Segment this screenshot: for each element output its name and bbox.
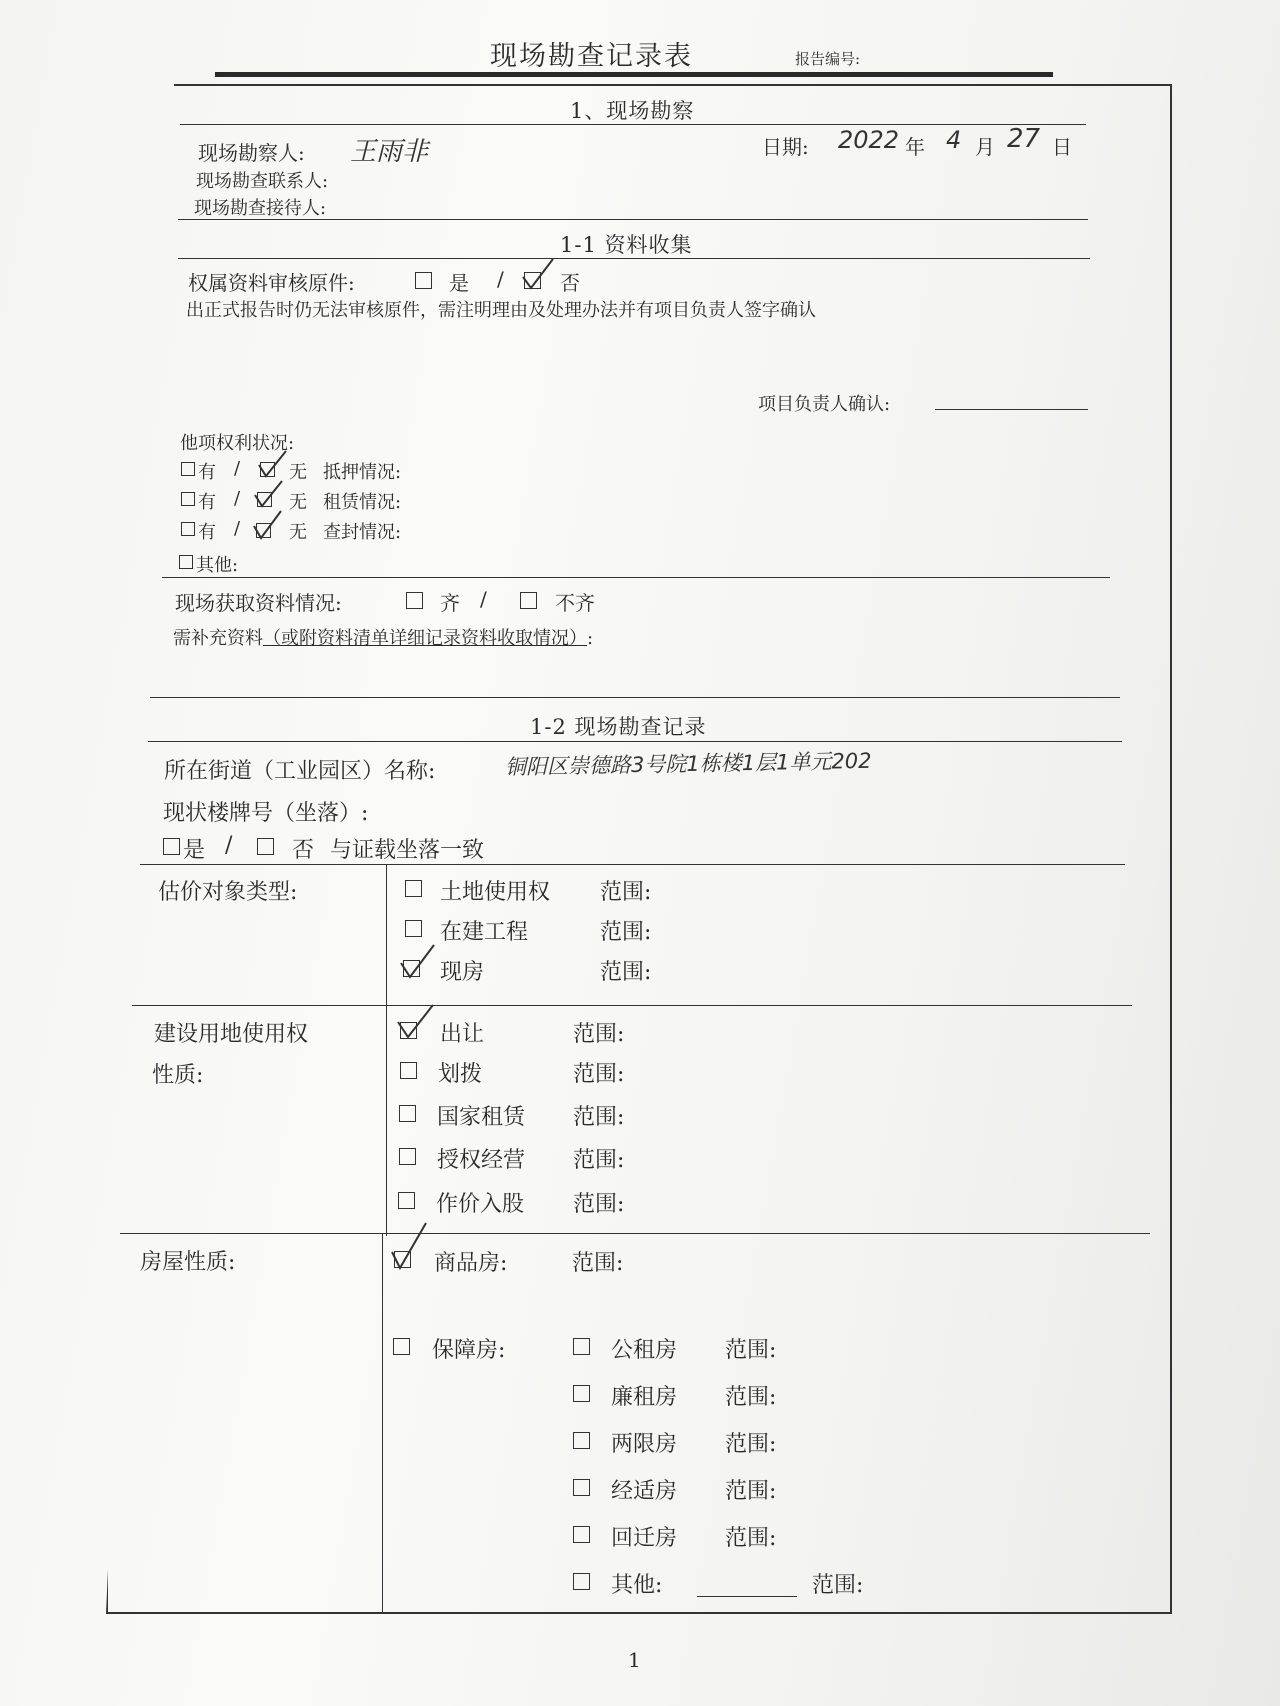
- complete-label: 齐: [440, 591, 460, 615]
- seizure-label: 查封情况:: [323, 522, 402, 543]
- page-number: 1: [628, 1648, 641, 1672]
- section-1-2-title: 1-2 现场勘查记录: [530, 715, 707, 739]
- incomplete-label: 不齐: [555, 591, 595, 615]
- other-rights-other-label: 其他:: [196, 555, 239, 576]
- object-type-label: 估价对象类型:: [158, 880, 298, 905]
- slash-divider: /: [234, 488, 241, 509]
- economic-housing-label: 经适房: [611, 1479, 678, 1504]
- under-construction-label: 在建工程: [440, 920, 529, 945]
- receptionist-label: 现场勘查接待人:: [194, 198, 327, 219]
- original-no-label: 否: [560, 271, 580, 295]
- document-title: 现场勘查记录表: [490, 41, 693, 72]
- slash-divider: /: [497, 267, 504, 291]
- date-month-unit: 月: [975, 135, 995, 159]
- check-mark-icon: [388, 1220, 430, 1272]
- section-1-1-title: 1-1 资料收集: [560, 233, 693, 257]
- original-yes-checkbox[interactable]: [415, 272, 432, 289]
- slash-divider: /: [480, 587, 487, 611]
- project-lead-signature-field[interactable]: [935, 389, 1088, 410]
- land-use-right-checkbox[interactable]: [405, 880, 422, 897]
- affordable-housing-checkbox[interactable]: [393, 1338, 410, 1355]
- consistent-no-label: 否: [292, 838, 315, 863]
- range-label: 范围:: [725, 1526, 777, 1551]
- check-mark-icon: [251, 508, 285, 544]
- range-label: 范围:: [725, 1432, 777, 1457]
- original-docs-note: 出正式报告时仍无法审核原件，需注明理由及处理办法并有项目负责人签字确认: [186, 300, 816, 321]
- check-mark-icon: [519, 255, 559, 295]
- slash-divider: /: [234, 458, 241, 479]
- consistent-no-checkbox[interactable]: [257, 838, 274, 855]
- date-year-unit: 年: [905, 135, 925, 159]
- consistent-yes-checkbox[interactable]: [163, 838, 180, 855]
- check-mark-icon: [252, 478, 286, 512]
- other-rights-checkbox[interactable]: [179, 555, 193, 569]
- mortgage-has-checkbox[interactable]: [181, 462, 195, 476]
- rule-object-type: [140, 864, 1125, 865]
- supplement-docs-label: [173, 624, 593, 650]
- date-year-value[interactable]: 2022: [838, 126, 900, 154]
- surveyor-signature[interactable]: 王雨非: [350, 137, 429, 167]
- original-docs-label: 权属资料审核原件:: [188, 271, 355, 295]
- date-day-value[interactable]: 27: [1007, 124, 1041, 154]
- seizure-has-label: 有: [198, 522, 216, 543]
- under-construction-checkbox[interactable]: [405, 920, 422, 937]
- report-number-label: 报告编号:: [795, 50, 861, 68]
- state-lease-label: 国家租赁: [437, 1105, 526, 1130]
- equity-investment-checkbox[interactable]: [398, 1192, 415, 1209]
- other-rights-label: 他项权利状况:: [180, 433, 295, 454]
- range-label: 范围:: [573, 1105, 625, 1130]
- rule-house-type: [120, 1233, 1150, 1234]
- slash-divider: /: [225, 833, 233, 858]
- range-label: 范围:: [600, 960, 652, 985]
- public-rental-label: 公租房: [611, 1338, 678, 1363]
- original-yes-label: 是: [449, 271, 469, 295]
- price-limited-checkbox[interactable]: [573, 1432, 590, 1449]
- column-divider-lower: [382, 1233, 383, 1614]
- house-nature-label: 房屋性质:: [140, 1250, 236, 1275]
- check-mark-icon: [395, 1002, 437, 1042]
- range-label: 范围:: [725, 1385, 777, 1410]
- low-rent-label: 廉租房: [611, 1385, 678, 1410]
- title-rule: [215, 72, 1053, 77]
- supplement-colon: :: [587, 628, 594, 649]
- seizure-none-label: 无: [289, 522, 307, 543]
- range-label: 范围:: [572, 1251, 624, 1276]
- existing-house-label: 现房: [440, 960, 485, 985]
- other-housing-field[interactable]: [697, 1576, 797, 1597]
- low-rent-checkbox[interactable]: [573, 1385, 590, 1402]
- state-lease-checkbox[interactable]: [399, 1105, 416, 1122]
- date-month-value[interactable]: 4: [946, 126, 962, 154]
- check-mark-icon: [398, 942, 438, 982]
- range-label: 范围:: [573, 1148, 625, 1173]
- economic-housing-checkbox[interactable]: [573, 1479, 590, 1496]
- obtained-docs-label: 现场获取资料情况:: [175, 591, 342, 615]
- range-label: 范围:: [600, 920, 652, 945]
- resettlement-checkbox[interactable]: [573, 1526, 590, 1543]
- range-label: 范围:: [812, 1573, 864, 1598]
- range-label: 范围:: [725, 1479, 777, 1504]
- date-day-unit: 日: [1052, 135, 1072, 159]
- transfer-label: 出让: [440, 1022, 485, 1047]
- authorized-operation-label: 授权经营: [437, 1148, 526, 1173]
- range-label: 范围:: [573, 1022, 625, 1047]
- surveyor-label: 现场勘察人:: [198, 141, 305, 165]
- slash-divider: /: [234, 518, 241, 539]
- street-label: 所在街道（工业园区）名称:: [164, 759, 436, 784]
- incomplete-checkbox[interactable]: [520, 592, 537, 609]
- range-label: 范围:: [573, 1192, 625, 1217]
- date-label: 日期:: [762, 135, 809, 159]
- range-label: 范围:: [573, 1062, 625, 1087]
- mortgage-none-label: 无: [289, 462, 307, 483]
- authorized-operation-checkbox[interactable]: [399, 1148, 416, 1165]
- supplement-label: 需补充资料: [173, 628, 263, 649]
- supplement-note: （或附资料清单详细记录资料收取情况）: [263, 628, 587, 649]
- complete-checkbox[interactable]: [406, 592, 423, 609]
- street-value[interactable]: 铜阳区崇德路3号院1栋楼1层1单元202: [504, 748, 872, 780]
- lease-label: 租赁情况:: [323, 492, 402, 513]
- section-1-title: 1、现场勘察: [570, 99, 695, 123]
- range-label: 范围:: [725, 1338, 777, 1363]
- column-divider: [386, 864, 387, 1236]
- price-limited-label: 两限房: [611, 1432, 678, 1457]
- seizure-has-checkbox[interactable]: [181, 522, 195, 536]
- consistent-with-cert-label: 与证载坐落一致: [330, 838, 485, 863]
- lease-has-checkbox[interactable]: [181, 492, 195, 506]
- mortgage-label: 抵押情况:: [323, 462, 402, 483]
- land-use-nature-label-line2: 性质:: [152, 1063, 204, 1088]
- allocation-checkbox[interactable]: [400, 1062, 417, 1079]
- public-rental-checkbox[interactable]: [573, 1338, 590, 1355]
- affordable-housing-label: 保障房:: [432, 1338, 506, 1363]
- allocation-label: 划拨: [438, 1062, 483, 1087]
- consistent-yes-label: 是: [183, 838, 206, 863]
- other-housing-label: 其他:: [611, 1573, 663, 1598]
- resettlement-label: 回迁房: [611, 1526, 678, 1551]
- land-use-nature-label-line1: 建设用地使用权: [154, 1022, 309, 1047]
- other-housing-checkbox[interactable]: [573, 1573, 590, 1590]
- rule-sec12-header: [148, 741, 1122, 742]
- equity-investment-label: 作价入股: [436, 1192, 525, 1217]
- rule-sec11-end: [150, 697, 1120, 698]
- rule-rights-end: [162, 577, 1110, 578]
- lease-none-label: 无: [289, 492, 307, 513]
- commercial-housing-label: 商品房:: [434, 1251, 508, 1276]
- land-use-right-label: 土地使用权: [440, 880, 551, 905]
- range-label: 范围:: [600, 880, 652, 905]
- lease-has-label: 有: [198, 492, 216, 513]
- check-mark-icon: [256, 448, 290, 482]
- building-number-label: 现状楼牌号（坐落）:: [163, 801, 369, 826]
- project-lead-confirm-label: 项目负责人确认:: [758, 394, 891, 415]
- contact-label: 现场勘查联系人:: [196, 171, 329, 192]
- rule-land-use: [132, 1005, 1132, 1006]
- mortgage-has-label: 有: [198, 462, 216, 483]
